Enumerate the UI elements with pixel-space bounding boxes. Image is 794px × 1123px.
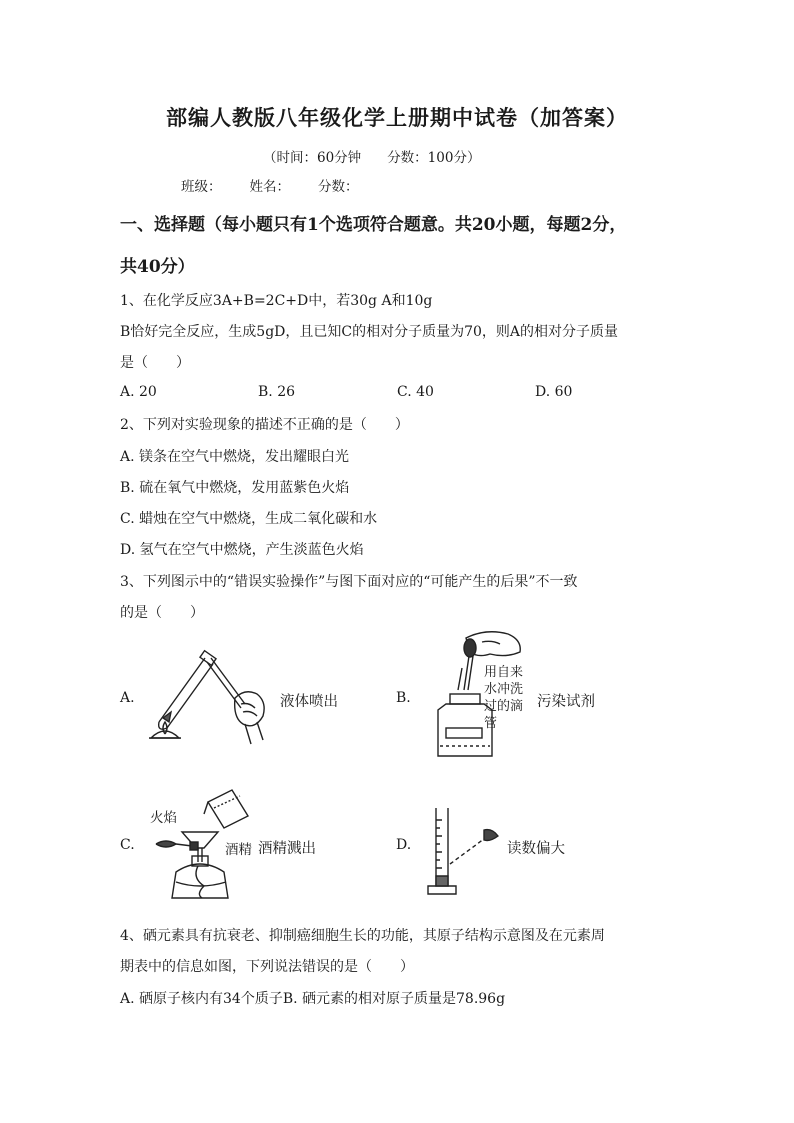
q1-option-d: D. 60 <box>535 384 573 400</box>
q1-option-b: B. 26 <box>258 384 296 400</box>
time-info: （时间：60分钟 <box>263 150 362 166</box>
fig-b-label: B. <box>396 690 411 706</box>
question-1-line2: B恰好完全反应，生成5gD，且已知C的相对分子质量为70，则A的相对分子质量 <box>120 324 619 340</box>
fig-b-note: 用自来水冲洗过的滴管 <box>484 665 524 731</box>
class-label: 班级： <box>181 179 222 195</box>
fig-c-caption: 酒精溅出 <box>258 841 316 857</box>
fig-c-flame-label: 火焰 <box>150 810 177 826</box>
exam-meta <box>263 146 506 166</box>
page-title: 部编人教版八年级化学上册期中试卷（加答案） <box>166 105 628 130</box>
q2-option-b: B. 硫在氧气中燃烧，发用蓝紫色火焰 <box>120 480 350 496</box>
fig-a-label: A. <box>120 690 135 706</box>
q2-option-c: C. 蜡烛在空气中燃烧，生成二氧化碳和水 <box>120 511 378 527</box>
fig-a-caption: 液体喷出 <box>280 694 338 710</box>
student-info <box>181 175 387 195</box>
question-4-line2: 期表中的信息如图，下列说法错误的是（ ） <box>120 959 414 975</box>
fig-c-alcohol-label: 酒精 <box>225 842 252 858</box>
q2-option-d: D. 氢气在空气中燃烧，产生淡蓝色火焰 <box>120 542 364 558</box>
fig-d-caption: 读数偏大 <box>507 841 565 857</box>
question-2-stem: 2、下列对实验现象的描述不正确的是（ ） <box>120 417 409 433</box>
q2-option-a: A. 镁条在空气中燃烧，发出耀眼白光 <box>120 449 350 465</box>
test-tube-heating-illustration <box>145 648 270 748</box>
score-info: 分数：100分） <box>387 150 481 166</box>
section-heading: 一、选择题（每小题只有1个选项符合题意。共20小题，每题2分， <box>120 215 627 235</box>
q1-option-a: A. 20 <box>120 384 157 400</box>
question-3-line1: 3、下列图示中的“错误实验操作”与图下面对应的“可能产生的后果”不一致 <box>120 574 578 590</box>
fig-b-caption: 污染试剂 <box>537 694 595 710</box>
question-1-line1: 1、在化学反应3A+B=2C+D中，若30g A和10g <box>120 293 433 309</box>
question-4-line1: 4、硒元素具有抗衰老、抑制癌细胞生长的功能，其原子结构示意图及在元素周 <box>120 928 605 944</box>
graduated-cylinder-illustration <box>426 806 506 898</box>
score-label: 分数： <box>318 179 359 195</box>
q1-option-c: C. 40 <box>397 384 434 400</box>
section-heading-cont: 共40分） <box>120 257 195 277</box>
fig-d-label: D. <box>396 837 412 853</box>
question-4-line3: A. 硒原子核内有34个质子B. 硒元素的相对原子质量是78.96g <box>120 991 506 1007</box>
question-3-line2: 的是（ ） <box>120 605 204 621</box>
name-label: 姓名： <box>249 179 290 195</box>
question-1-line3: 是（ ） <box>120 355 190 371</box>
fig-c-label: C. <box>120 837 135 853</box>
